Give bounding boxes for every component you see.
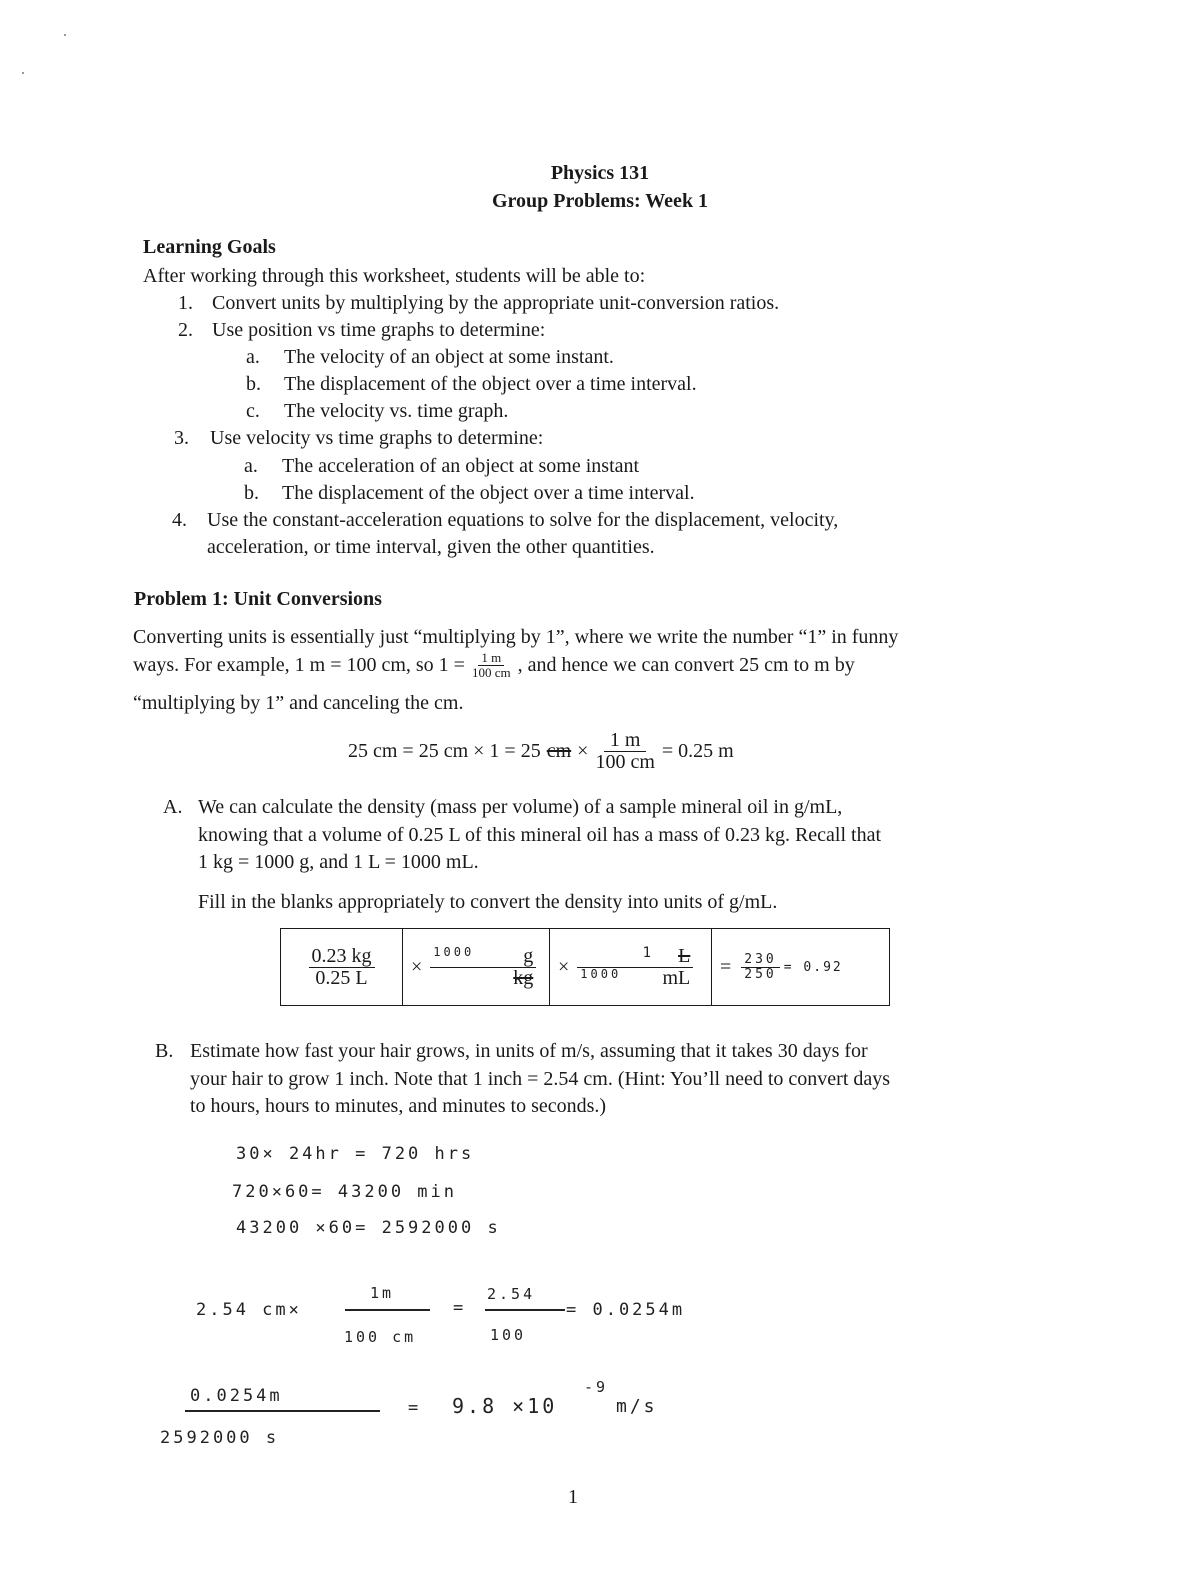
kg-to-g-ratio: [430, 946, 536, 989]
goal-text: The velocity of an object at some instant.: [284, 346, 614, 368]
times-sign: ×: [411, 955, 423, 978]
goal-number: 4.: [172, 509, 187, 531]
goal-text: The acceleration of an object at some instant: [282, 455, 640, 477]
partA-line3: 1 kg = 1000 g, and 1 L = 1000 mL.: [198, 851, 479, 873]
handwritten-100: 100: [490, 1326, 527, 1344]
goal-subletter: b.: [246, 373, 261, 395]
goal-number: 3.: [174, 427, 189, 449]
course-title: Physics 131: [550, 162, 650, 184]
scan-speck: [64, 34, 66, 36]
goal-text: The velocity vs. time graph.: [284, 400, 509, 422]
example-left: 25 cm = 25 cm × 1 = 25: [348, 740, 541, 762]
page-number: 1: [568, 1486, 578, 1508]
handwritten-0-0254m-numerator: 0.0254m: [190, 1386, 283, 1406]
goal-text: Convert units by multiplying by the appropriate unit-conversion ratios.: [212, 292, 780, 314]
problem1-heading: Problem 1: Unit Conversions: [134, 588, 382, 610]
example-numerator: 1 m: [604, 730, 647, 752]
goal-number: 2.: [178, 319, 193, 341]
example-fraction: [592, 730, 657, 773]
handwritten-equals: =: [408, 1398, 422, 1418]
handwritten-100cm: 100 cm: [344, 1328, 417, 1346]
partB-line1: Estimate how fast your hair grows, in units of m/s, assuming that it takes 30 days for: [190, 1040, 868, 1062]
handwritten-result-value: 9.8 ×10: [452, 1394, 558, 1418]
kg-to-g-cell: [403, 929, 550, 1006]
handwritten-2592000s: 2592000 s: [160, 1428, 280, 1448]
handwritten-230: 230: [741, 953, 779, 968]
unit-g: g: [523, 944, 534, 967]
handwritten-1: 1: [642, 944, 655, 961]
goal-text: The displacement of the object over a time interval.: [282, 482, 695, 504]
partA-instruction: Fill in the blanks appropriately to convert the density into units of g/mL.: [198, 891, 778, 913]
handwritten-250: 250: [744, 966, 777, 982]
kg-to-g-numerator: [430, 946, 536, 968]
fraction-bar: [185, 1410, 380, 1412]
goal-text-continued: acceleration, or time interval, given the other quantities.: [207, 536, 655, 558]
given-volume: 0.25 L: [315, 966, 368, 989]
ratio-denominator: 100 cm: [471, 664, 511, 680]
l-to-ml-denominator: [577, 968, 693, 989]
goal-text: The displacement of the object over a time interval.: [284, 373, 697, 395]
handwritten-equals: =: [453, 1298, 467, 1318]
problem1-intro-line1: Converting units is essentially just “multiplying by 1”, where we write the number “1” in funny: [133, 626, 899, 648]
handwritten-unit-mps: m/s: [616, 1396, 658, 1417]
given-density: [309, 946, 375, 989]
l-to-ml-cell: [550, 929, 712, 1006]
unit-kg-cancelled: kg: [513, 966, 534, 989]
learning-goals-heading: Learning Goals: [143, 236, 276, 258]
partA-line2: knowing that a volume of 0.25 L of this mineral oil has a mass of 0.23 kg. Recall that: [198, 824, 882, 846]
goal-subletter: c.: [246, 400, 260, 422]
result-cell: [712, 929, 890, 1006]
partB-line3: to hours, hours to minutes, and minutes to seconds.): [190, 1095, 607, 1117]
fraction-bar: [345, 1309, 430, 1311]
goal-subletter: b.: [244, 482, 259, 504]
example-denominator: 100 cm: [595, 751, 655, 773]
goal-number: 1.: [178, 292, 193, 314]
handwritten-0-0254m: = 0.0254m: [566, 1300, 686, 1320]
goal-subletter: a.: [246, 346, 260, 368]
partB-line2: your hair to grow 1 inch. Note that 1 inch = 2.54 cm. (Hint: You’ll need to convert days: [190, 1068, 891, 1090]
example-cancelled-cm: cm: [546, 740, 572, 762]
partA-line1: We can calculate the density (mass per volume) of a sample mineral oil in g/mL,: [198, 796, 843, 818]
problem1-intro-line2: [133, 651, 855, 679]
times-sign: ×: [558, 955, 570, 978]
ratio-fraction: [469, 651, 514, 679]
handwritten-result: = 0.92: [783, 959, 843, 975]
handwritten-seconds-calc: 43200 ×60= 2592000 s: [236, 1218, 501, 1238]
handwritten-minutes-calc: 720×60= 43200 min: [232, 1182, 457, 1202]
ratio-numerator: 1 m: [478, 651, 504, 666]
goal-subletter: a.: [244, 455, 258, 477]
intro-line2-end: , and hence we can convert 25 cm to m by: [517, 653, 855, 676]
handwritten-exponent: -9: [584, 1378, 609, 1396]
handwritten-1m: 1m: [370, 1284, 395, 1302]
intro-line2-start: ways. For example, 1 m = 100 cm, so 1 =: [133, 653, 465, 676]
handwritten-1000: 1000: [580, 966, 622, 981]
learning-goals-intro: After working through this worksheet, students will be able to:: [143, 265, 646, 287]
goal-text: Use position vs time graphs to determine:: [212, 319, 546, 341]
result-fraction: [741, 953, 779, 981]
equals-sign: =: [720, 955, 732, 978]
problem1-intro-line3: “multiplying by 1” and canceling the cm.: [133, 692, 464, 714]
example-times: ×: [577, 740, 589, 762]
handwritten-1000: 1000: [433, 944, 475, 959]
example-result: = 0.25 m: [661, 740, 734, 762]
fraction-bar: [485, 1309, 565, 1311]
kg-to-g-denominator: [430, 968, 536, 989]
unit-l-cancelled: L: [678, 944, 691, 967]
conversion-table: [280, 928, 890, 1006]
worksheet-subtitle: Group Problems: Week 1: [491, 190, 709, 212]
partA-label: A.: [163, 796, 183, 818]
goal-text: Use the constant-acceleration equations to solve for the displacement, velocity,: [207, 509, 839, 531]
handwritten-2-54: 2.54: [487, 1285, 536, 1303]
handwritten-inch-value: 2.54 cm×: [196, 1300, 302, 1320]
handwritten-hours-calc: 30× 24hr = 720 hrs: [236, 1144, 475, 1164]
example-equation: [348, 730, 734, 773]
partB-label: B.: [155, 1040, 174, 1062]
given-density-cell: [281, 929, 403, 1006]
unit-ml: mL: [662, 966, 691, 989]
l-to-ml-ratio: [577, 946, 693, 989]
goal-text: Use velocity vs time graphs to determine:: [210, 427, 544, 449]
given-mass: 0.23 kg: [309, 946, 375, 968]
l-to-ml-numerator: [577, 946, 693, 968]
scan-speck: [22, 72, 24, 74]
